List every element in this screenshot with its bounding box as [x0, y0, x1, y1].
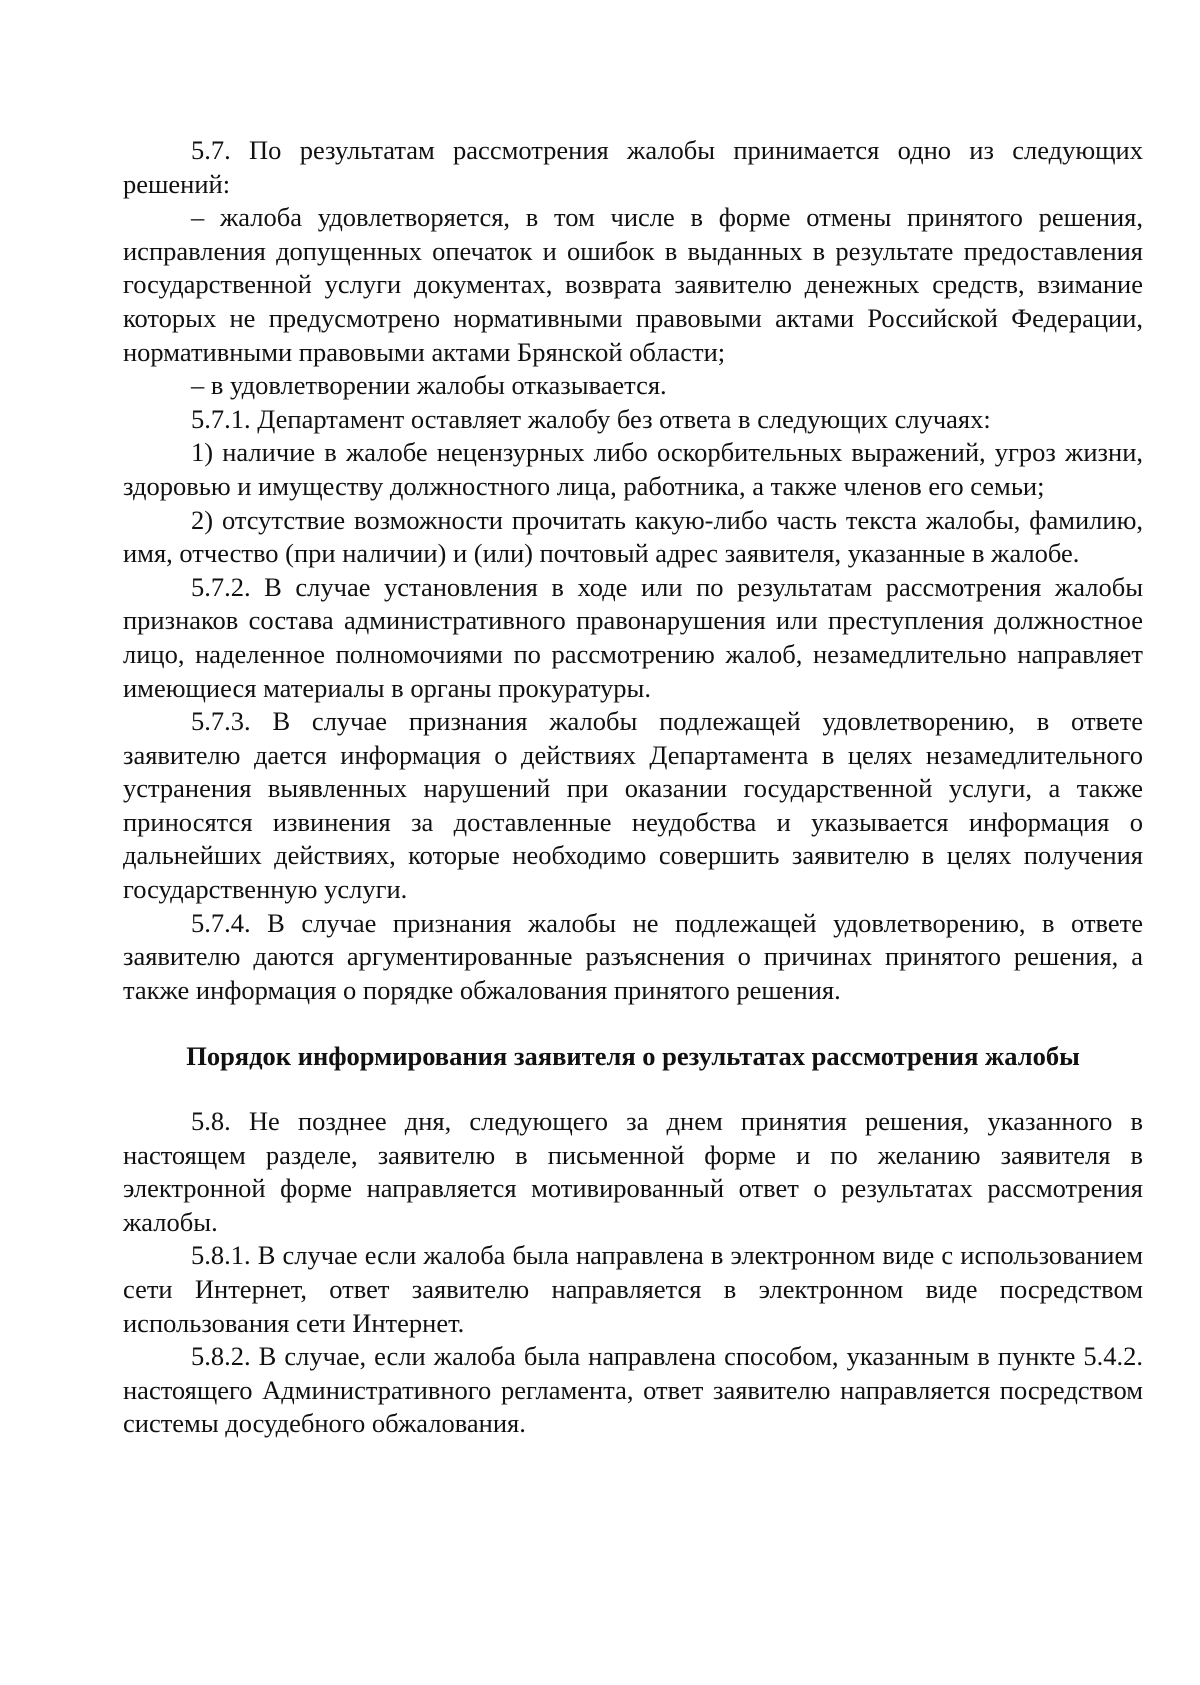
paragraph-case-2: 2) отсутствие возможности прочитать какую-либо часть текста жалобы, фамилию, имя, отчество (при наличии) и (или) почтовый адрес заявителя, указанные в жалобе.: [123, 504, 1143, 569]
section-heading: Порядок информирования заявителя о результатах рассмотрения жалобы: [186, 1041, 1080, 1072]
paragraph-5-8-1: 5.8.1. В случае если жалоба была направлена в электронном виде с использованием сети Интернет, ответ заявителю направляется в электронном виде посредством использования сети Интернет.: [123, 1240, 1143, 1338]
paragraph-5-7-4: 5.7.4. В случае признания жалобы не подлежащей удовлетворению, в ответе заявителю даются аргументированные разъяснения о причинах принятого решения, а также информация о порядке обжалования принятого решения.: [123, 907, 1143, 1005]
paragraph-option-satisfied: – жалоба удовлетворяется, в том числе в форме отмены принятого решения, исправления допущенных опечаток и ошибок в выданных в результате предоставления государственной услуги документах, возврата заявителю денежных средств, взимание которых не предусмотрено нормативными правовыми актами Российской Федерации, нормативными правовыми актами Брянской области;: [123, 202, 1143, 367]
paragraph-5-8: 5.8. Не позднее дня, следующего за днем принятия решения, указанного в настоящем разделе, заявителю в письменной форме и по желанию заявителя в электронной форме направляется мотивированный ответ о результатах рассмотрения жалобы.: [123, 1106, 1143, 1237]
paragraph-5-7-3: 5.7.3. В случае признания жалобы подлежащей удовлетворению, в ответе заявителю дается информация о действиях Департамента в целях незамедлительного устранения выявленных нарушений при оказании государственной услуги, а также приносятся извинения за доставленные неудобства и указывается информация о дальнейших действиях, которые необходимо совершить заявителю в целях получения государственную услуги.: [123, 706, 1143, 905]
paragraph-5-8-2: 5.8.2. В случае, если жалоба была направлена способом, указанным в пункте 5.4.2. настоящего Административного регламента, ответ заявителю направляется посредством системы досудебного обжалования.: [123, 1341, 1143, 1439]
paragraph-5-7-1: 5.7.1. Департамент оставляет жалобу без ответа в следующих случаях:: [191, 403, 991, 434]
paragraph-case-1: 1) наличие в жалобе нецензурных либо оскорбительных выражений, угроз жизни, здоровью и имуществу должностного лица, работника, а также членов его семьи;: [123, 437, 1143, 501]
spacer: [123, 1007, 1143, 1040]
paragraph-option-refused: – в удовлетворении жалобы отказывается.: [191, 370, 667, 401]
document-page: [123, 134, 1143, 1441]
paragraph-5-7-2: 5.7.2. В случае установления в ходе или по результатам рассмотрения жалобы признаков состава административного правонарушения или преступления должностное лицо, наделенное полномочиями по рассмотрению жалоб, незамедлительно направляет имеющиеся материалы в органы прокуратуры.: [123, 571, 1143, 703]
paragraph-5-7: 5.7. По результатам рассмотрения жалобы принимается одно из следующих решений:: [123, 135, 1143, 199]
spacer: [123, 1074, 1143, 1105]
